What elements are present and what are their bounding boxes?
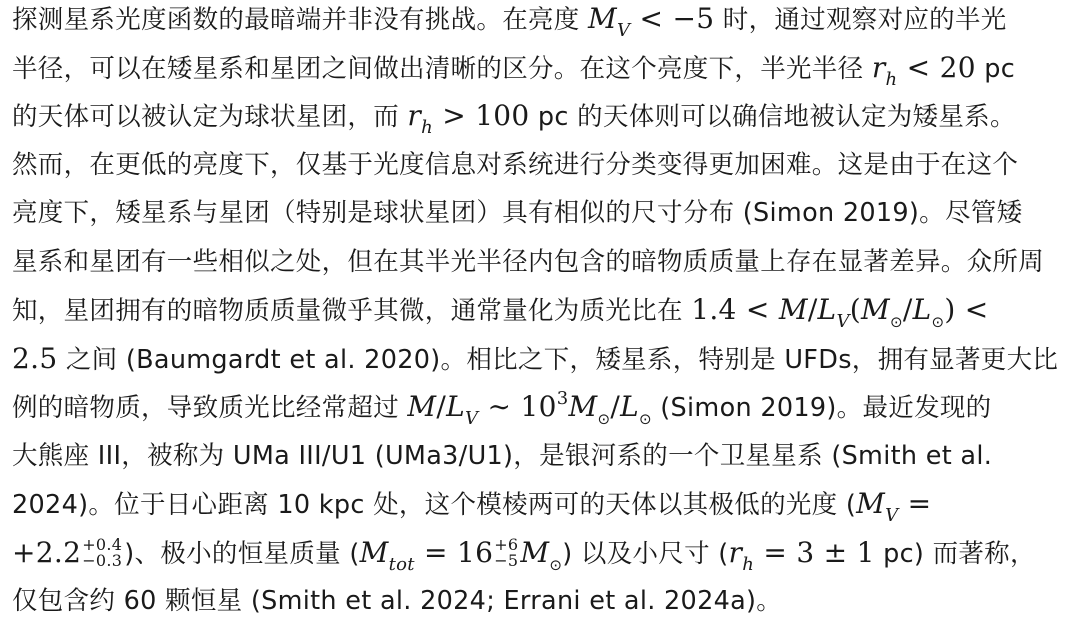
text-line-2	[12, 49, 1074, 98]
solar-symbol: ⊙	[549, 555, 563, 574]
magnitude-value: +2.2	[12, 535, 82, 569]
mass-symbol: M	[407, 390, 437, 423]
solar-symbol: ⊙	[889, 313, 903, 331]
magnitude-threshold: −5	[672, 2, 715, 35]
radius-threshold: 20	[939, 50, 976, 84]
solar-symbol: ⊙	[931, 313, 945, 331]
lower-uncertainty: −5	[494, 550, 519, 570]
close-paren: )	[944, 293, 956, 326]
ratio-lower-bound: 1.4	[691, 293, 737, 326]
solar-symbol: ⊙	[597, 410, 611, 428]
text-line-1	[12, 0, 1074, 49]
line-text: ) 以及小尺寸 (	[562, 538, 729, 569]
line-text: 知，星团拥有的暗物质质量微乎其微，通常量化为质光比在	[12, 296, 692, 326]
text-line-3	[12, 97, 1074, 146]
upper-uncertainty: +6	[494, 534, 519, 554]
line-text: 探测星系光度函数的最暗端并非没有挑战。在亮度	[12, 5, 589, 35]
slash: /	[436, 390, 447, 423]
luminosity-symbol: L	[817, 293, 837, 326]
uncertainty-stack	[494, 534, 519, 570]
uncertainty-stack	[82, 534, 123, 570]
mass-symbol: M	[568, 390, 598, 423]
less-than-operator: <	[736, 293, 779, 326]
unit-text: pc	[975, 53, 1016, 84]
lower-uncertainty: −0.3	[82, 550, 123, 570]
less-than-operator: <	[897, 50, 940, 84]
line-text: pc) 而著称，	[874, 538, 1036, 569]
mass-symbol: M	[778, 293, 808, 326]
radius-symbol: r	[407, 99, 422, 132]
band-subscript: V	[465, 408, 479, 429]
line-text: 例的暗物质，导致质光比经常超过	[12, 393, 408, 423]
luminosity-symbol: L	[620, 390, 640, 423]
radius-symbol: r	[728, 535, 743, 569]
band-subscript: V	[617, 20, 631, 41]
text-line-8	[12, 340, 1074, 389]
slash: /	[610, 390, 621, 423]
stellar-mass-value: 16	[456, 535, 494, 569]
text-line-10	[12, 437, 1074, 486]
mass-symbol: M	[520, 535, 550, 569]
radius-subscript: h	[885, 68, 898, 90]
text-line-12	[12, 534, 1074, 583]
band-subscript: V	[885, 505, 899, 526]
similar-operator: ∼	[478, 390, 521, 423]
solar-symbol: ⊙	[639, 410, 652, 428]
slash: /	[902, 293, 913, 326]
open-paren: (	[849, 293, 861, 326]
magnitude-symbol: M	[588, 2, 617, 35]
line-text: 仅包含约 60 颗恒星 (Smith et al. 2024; Errani et al. 2024a)。	[12, 586, 783, 616]
radius-subscript: h	[421, 117, 434, 138]
radius-threshold: 100	[475, 99, 530, 132]
line-text: 大熊座 III，被称为 UMa III/U1 (UMa3/U1)，是银河系的一个卫星星系 (Smith et al.	[12, 440, 993, 471]
equals-operator: =	[754, 535, 797, 569]
luminosity-symbol: L	[446, 390, 466, 423]
power-base: 10	[520, 390, 557, 423]
less-than-operator: <	[630, 2, 673, 35]
magnitude-symbol: M	[856, 487, 886, 520]
equals-operator: =	[898, 487, 932, 520]
equals-operator: =	[414, 535, 457, 569]
text-line-13	[12, 582, 1074, 631]
line-text: 之间 (Baumgardt et al. 2020)。相比之下，矮星系，特别是 UFDs，拥有显著更大比	[57, 344, 1059, 375]
mass-symbol: M	[861, 293, 890, 326]
luminosity-symbol: L	[912, 293, 932, 326]
line-text: 时，通过观察对应的半光	[714, 5, 1007, 35]
line-text: 亮度下，矮星系与星团（特别是球状星团）具有相似的尺寸分布 (Simon 2019)。尽管矮	[12, 198, 1023, 228]
line-text: 的天体可以被认定为球状星团，而	[12, 102, 408, 132]
line-text: (Simon 2019)。最近发现的	[651, 393, 992, 423]
line-text: 然而，在更低的亮度下，仅基于光度信息对系统进行分类变得更加困难。这是由于在这个	[12, 149, 1019, 180]
slash: /	[807, 293, 818, 326]
band-subscript: V	[836, 311, 850, 332]
text-line-6	[12, 243, 1074, 292]
paragraph	[12, 0, 1074, 631]
text-line-5	[12, 194, 1074, 243]
text-line-11	[12, 485, 1074, 534]
greater-than-operator: >	[433, 99, 476, 132]
radius-subscript: h	[742, 553, 755, 575]
line-text: pc 的天体则可以确信地被认定为矮星系。	[529, 102, 1016, 132]
power-exponent: 3	[556, 388, 569, 409]
ratio-upper-bound: 2.5	[12, 341, 58, 375]
upper-uncertainty: +0.4	[82, 534, 123, 554]
radius-symbol: r	[871, 50, 886, 84]
mass-symbol: M	[359, 535, 389, 569]
line-text: 2024)。位于日心距离 10 kpc 处，这个模棱两可的天体以其极低的光度 (	[12, 490, 857, 520]
line-text: 星系和星团有一些相似之处，但在其半光半径内包含的暗物质质量上存在显著差异。众所周	[12, 246, 1045, 277]
text-line-7	[12, 291, 1074, 340]
line-text: 半径，可以在矮星系和星团之间做出清晰的区分。在这个亮度下，半光半径	[12, 53, 872, 84]
less-than-operator: <	[955, 293, 989, 326]
total-subscript: tot	[388, 553, 415, 575]
text-line-4	[12, 146, 1074, 195]
size-value: 3 ± 1	[796, 535, 875, 569]
line-text: )、极小的恒星质量 (	[124, 538, 360, 569]
text-line-9	[12, 388, 1074, 437]
